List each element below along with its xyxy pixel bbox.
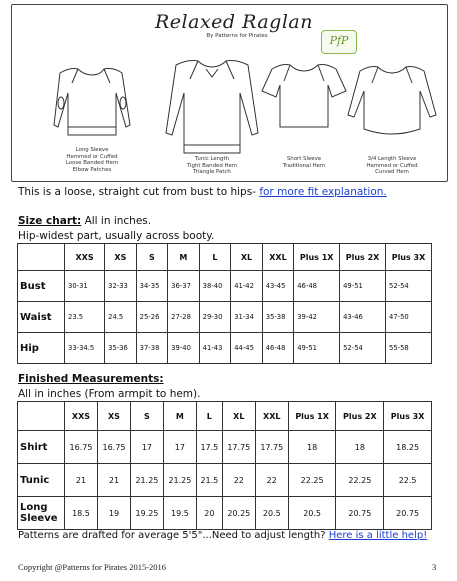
- table-cell: 19.25: [130, 497, 163, 530]
- table-cell: 17.75: [222, 431, 255, 464]
- size-chart-table: [17, 243, 432, 364]
- table-cell: 20.5: [255, 497, 288, 530]
- table-cell: 47-50: [386, 302, 432, 333]
- col-header: XXS: [65, 244, 105, 271]
- table-cell: 41-42: [231, 271, 263, 302]
- col-header: Plus 3X: [384, 402, 432, 431]
- col-header: XS: [105, 244, 137, 271]
- table-cell: 46-48: [294, 271, 340, 302]
- table-cell: 41-43: [199, 333, 231, 364]
- table-cell: 21.5: [196, 464, 222, 497]
- table-cell: 20.5: [288, 497, 336, 530]
- col-header: L: [196, 402, 222, 431]
- table-cell: 44-45: [231, 333, 263, 364]
- col-header: XS: [97, 402, 130, 431]
- pfp-logo: PfP: [321, 30, 357, 54]
- col-header: XXL: [262, 244, 294, 271]
- garment-illustration-panel: [11, 4, 448, 182]
- long-sleeve-sketch: [54, 69, 130, 136]
- tunic-sketch: [166, 61, 258, 154]
- col-header: M: [168, 244, 200, 271]
- table-cell: 21.25: [163, 464, 196, 497]
- table-cell: 17.75: [255, 431, 288, 464]
- table-cell: 22.25: [336, 464, 384, 497]
- table-cell: 37-38: [136, 333, 168, 364]
- table-row: [18, 497, 432, 530]
- table-cell: 55-58: [386, 333, 432, 364]
- table-cell: 17: [163, 431, 196, 464]
- copyright-footer: Copyright @Patterns for Pirates 2015-2016: [18, 562, 167, 572]
- table-cell: 19: [97, 497, 130, 530]
- col-header: Plus 2X: [336, 402, 384, 431]
- table-cell: 36-37: [168, 271, 200, 302]
- col-header: XL: [231, 244, 263, 271]
- table-cell: 22.5: [384, 464, 432, 497]
- table-cell: 17: [130, 431, 163, 464]
- table-cell: 52-54: [386, 271, 432, 302]
- table-cell: 38-40: [199, 271, 231, 302]
- header-corner: [18, 402, 65, 431]
- row-label: Long Sleeve: [18, 497, 65, 530]
- length-help-link[interactable]: Here is a little help!: [328, 530, 428, 541]
- table-cell: 39-42: [294, 302, 340, 333]
- page-number: 3: [432, 562, 437, 572]
- fit-description: This is a loose, straight cut from bust to hips- for more fit explanation.: [18, 186, 387, 198]
- table-cell: 18.5: [65, 497, 98, 530]
- col-header: Plus 1X: [294, 244, 340, 271]
- table-row: [18, 464, 432, 497]
- table-cell: 20.25: [222, 497, 255, 530]
- size-chart-note: Hip-widest part, usually across booty.: [18, 230, 215, 242]
- short-sleeve-sketch: [262, 65, 346, 128]
- draft-note: Patterns are drafted for average 5'5"...Need to adjust length? Here is a little help!: [18, 530, 428, 541]
- table-cell: 30-31: [65, 271, 105, 302]
- table-cell: 20: [196, 497, 222, 530]
- col-header: L: [199, 244, 231, 271]
- col-header: XXS: [65, 402, 98, 431]
- row-label: Shirt: [18, 431, 65, 464]
- table-cell: 32-33: [105, 271, 137, 302]
- col-header: S: [136, 244, 168, 271]
- finished-header-row: [18, 402, 432, 431]
- header-corner: [18, 244, 65, 271]
- table-row: [18, 271, 432, 302]
- table-cell: 25-26: [136, 302, 168, 333]
- table-cell: 22: [255, 464, 288, 497]
- col-header: XL: [222, 402, 255, 431]
- row-label: Bust: [18, 271, 65, 302]
- table-cell: 22.25: [288, 464, 336, 497]
- three-quarter-sleeve-sketch: [348, 67, 436, 135]
- size-chart-heading: Size chart: All in inches.: [18, 215, 152, 227]
- table-cell: 49-51: [340, 271, 386, 302]
- table-cell: 33-34.5: [65, 333, 105, 364]
- table-cell: 52-54: [340, 333, 386, 364]
- pattern-title: Relaxed Raglan: [155, 11, 313, 33]
- table-cell: 21: [65, 464, 98, 497]
- table-cell: 21.25: [130, 464, 163, 497]
- fit-explanation-link[interactable]: for more fit explanation.: [259, 186, 387, 198]
- table-cell: 18: [336, 431, 384, 464]
- table-cell: 23.5: [65, 302, 105, 333]
- table-cell: 29-30: [199, 302, 231, 333]
- table-cell: 20.75: [384, 497, 432, 530]
- table-cell: 24.5: [105, 302, 137, 333]
- finished-measurements-heading: Finished Measurements:: [18, 373, 164, 385]
- finished-measurements-note: All in inches (From armpit to hem).: [18, 388, 201, 400]
- size-chart-header-row: [18, 244, 432, 271]
- col-header: Plus 3X: [386, 244, 432, 271]
- col-header: M: [163, 402, 196, 431]
- row-label: Tunic: [18, 464, 65, 497]
- table-row: [18, 302, 432, 333]
- table-cell: 46-48: [262, 333, 294, 364]
- table-cell: 35-38: [262, 302, 294, 333]
- table-cell: 17.5: [196, 431, 222, 464]
- table-cell: 20.75: [336, 497, 384, 530]
- table-cell: 16.75: [65, 431, 98, 464]
- row-label: Waist: [18, 302, 65, 333]
- col-header: XXL: [255, 402, 288, 431]
- col-header: Plus 1X: [288, 402, 336, 431]
- table-row: [18, 431, 432, 464]
- table-cell: 16.75: [97, 431, 130, 464]
- caption-short-sleeve: Short Sleeve Traditional Hem: [282, 156, 326, 169]
- col-header: S: [130, 402, 163, 431]
- table-cell: 35-36: [105, 333, 137, 364]
- table-cell: 19.5: [163, 497, 196, 530]
- table-cell: 21: [97, 464, 130, 497]
- caption-long-sleeve: Long Sleeve Hemmed or Cuffed Loose Banded Hem Elbow Patches: [65, 147, 119, 173]
- table-cell: 39-40: [168, 333, 200, 364]
- caption-tunic: Tunic Length Tight Banded Hem Triangle Patch: [186, 156, 238, 176]
- finished-measurements-table: [17, 401, 432, 530]
- table-cell: 31-34: [231, 302, 263, 333]
- table-cell: 49-51: [294, 333, 340, 364]
- table-cell: 18.25: [384, 431, 432, 464]
- row-label: Hip: [18, 333, 65, 364]
- table-cell: 27-28: [168, 302, 200, 333]
- pattern-subtitle: By Patterns for Pirates: [206, 33, 268, 39]
- caption-three-quarter-sleeve: 3/4 Length Sleeve Hemmed or Cuffed Curved Hem: [366, 156, 418, 176]
- table-cell: 34-35: [136, 271, 168, 302]
- table-row: [18, 333, 432, 364]
- col-header: Plus 2X: [340, 244, 386, 271]
- table-cell: 43-46: [340, 302, 386, 333]
- table-cell: 22: [222, 464, 255, 497]
- table-cell: 43-45: [262, 271, 294, 302]
- table-cell: 18: [288, 431, 336, 464]
